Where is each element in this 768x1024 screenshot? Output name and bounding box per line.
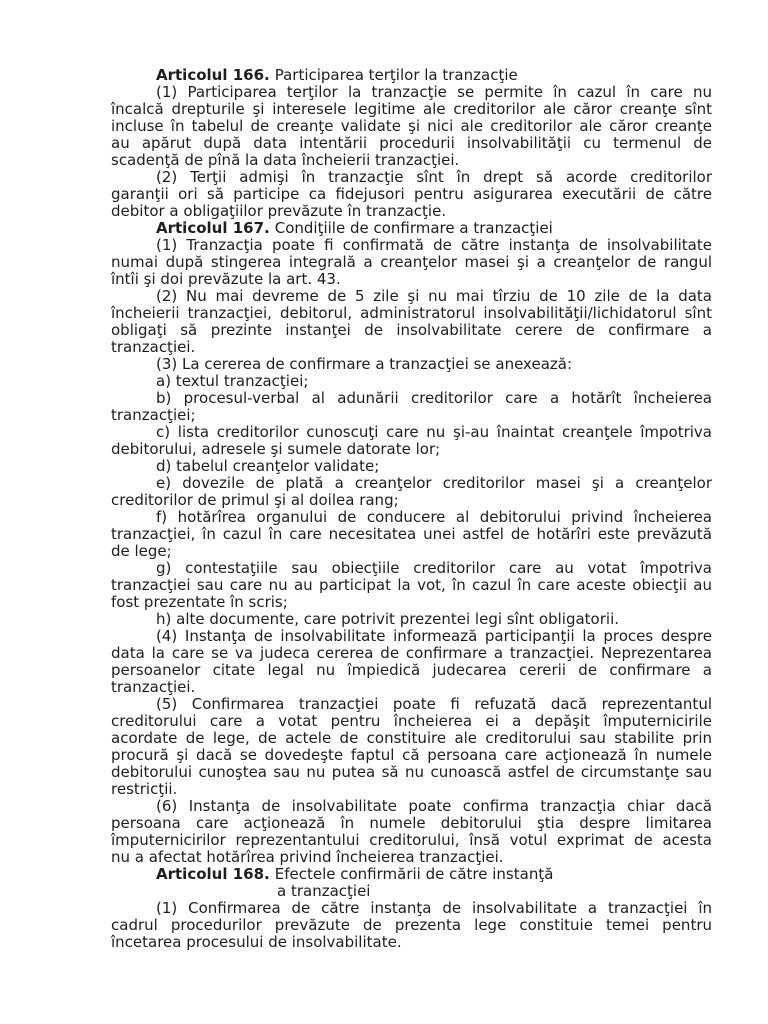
list-item [111,458,712,475]
article-title: Participarea terţilor la tranzacţie [274,67,518,84]
text-line: creditorului care a votat pentru încheierea ei a depăşit împuternicirile [111,713,712,730]
text-line: e) dovezile de plată a creanţelor creditorilor masei şi a creanţelor [156,475,712,492]
text-line: persoanelor citate legal nu împiedică judecarea cererii de confirmare a [111,662,712,679]
text-line: (3) La cererea de confirmare a tranzacţiei se anexează: [156,356,573,373]
text-line: nu a afectat hotărîrea privind încheierea tranzacţiei. [111,849,504,866]
article-heading [111,67,712,84]
article-number: Articolul 167. [156,220,270,237]
text-line: încetarea procesului de insolvabilitate. [111,934,402,951]
paragraph [111,288,712,356]
text-line: tranzacţiei; [111,407,196,424]
text-line: obligaţi să prezinte instanţei de insolvabilitate cerere de confirmare a [111,322,712,339]
text-line: procură şi dacă se dovedeşte faptul că persoana care acţionează în numele [111,747,712,764]
article-168 [111,866,712,951]
text-line: împuternicirilor reprezentantului creditorului, însă votul exprimat de acesta [111,832,712,849]
article-heading [111,866,712,883]
text-line: încheierii tranzacţiei, debitorul, administratorul insolvabilităţii/lichidatorul sînt [111,305,712,322]
text-line: (1) Confirmarea de către instanţa de insolvabilitate a tranzacţiei în [156,900,712,917]
paragraph [111,169,712,220]
text-line: c) lista creditorilor cunoscuţi care nu şi-au înaintat creanţele împotriva [156,424,712,441]
list-item [111,390,712,424]
text-line: (4) Instanţa de insolvabilitate informează participanţii la proces despre [156,628,712,645]
text-line: tranzacţiei. [111,339,196,356]
list-item [111,373,712,390]
paragraph [111,696,712,798]
text-line: creditorilor de primul şi al doilea rang; [111,492,399,509]
article-number: Articolul 166. [156,67,270,84]
text-line: au apărut după data intentării procedurii insolvabilităţii cu termenul de [111,135,712,152]
list-item [111,424,712,458]
text-line: (5) Confirmarea tranzacţiei poate fi refuzată dacă reprezentantul [156,696,712,713]
text-line: debitorului cunoştea sau nu putea să nu cunoască astfel de circumstanţe sau [111,764,712,781]
text-line: h) alte documente, care potrivit prezentei legi sînt obligatorii. [156,611,620,628]
text-line: (2) Terţii admişi în tranzacţie sînt în drept să acorde creditorilor [156,169,712,186]
list-item [111,509,712,560]
text-line: numai după stingerea integrală a creanţelor masei şi a creanţelor de rangul [111,254,712,271]
list-item [111,611,712,628]
list-item [111,560,712,611]
paragraph [111,628,712,696]
text-line: debitorului, adresele şi sumele datorate lor; [111,441,441,458]
text-line: g) contestaţiile sau obiecţiile creditorilor care au votat împotriva [156,560,712,577]
article-166 [111,67,712,220]
text-line: încalcă drepturile şi interesele legitime ale creditorilor ale căror creanţe sînt [111,101,712,118]
paragraph [111,84,712,169]
text-line: cadrul procedurilor prevăzute de prezenta lege constituie temei pentru [111,917,712,934]
text-line: garanţii ori să participe ca fidejusori pentru asigurarea executării de către [111,186,712,203]
text-line: tranzacţiei, în cazul în care necesitatea unei astfel de hotărîri este prevăzută [111,526,712,543]
text-line: (1) Participarea terţilor la tranzacţie se permite în cazul în care nu [156,84,712,101]
text-line: d) tabelul creanţelor validate; [156,458,380,475]
paragraph [111,798,712,866]
article-title: Condiţiile de confirmare a tranzacţiei [274,220,553,237]
text-line: de lege; [111,543,172,560]
text-line: debitor a obligaţiilor prevăzute în tranzacţie. [111,203,447,220]
text-line: (1) Tranzacţia poate fi confirmată de către instanţa de insolvabilitate [156,237,712,254]
article-number: Articolul 168. [156,866,270,883]
list-item [111,475,712,509]
article-167 [111,220,712,866]
paragraph [111,900,712,951]
text-line: a) textul tranzacţiei; [156,373,309,390]
text-line: scadenţă de pînă la data încheierii tranzacţiei. [111,152,460,169]
text-line: persoana care acţionează în numele debitorului ştia despre limitarea [111,815,712,832]
text-line: f) hotărîrea organului de conducere al debitorului privind încheierea [156,509,712,526]
article-title-continued: a tranzacţiei [277,883,371,900]
article-heading [111,220,712,237]
text-line: restricţii. [111,781,178,798]
paragraph [111,356,712,373]
text-line: tranzacţiei sau care nu au participat la vot, în cazul în care aceste obiecţii au [111,577,712,594]
text-line: acordate de lege, de actele de constituire ale creditorului sau stabilite prin [111,730,712,747]
document-body [111,67,712,951]
paragraph [111,237,712,288]
text-line: întîi şi doi prevăzute la art. 43. [111,271,341,288]
text-line: b) procesul-verbal al adunării creditorilor care a hotărît încheierea [156,390,712,407]
text-line: fost prezentate în scris; [111,594,288,611]
text-line: data la care se va judeca cererea de confirmare a tranzacţiei. Neprezentarea [111,645,712,662]
text-line: tranzacţiei. [111,679,196,696]
text-line: incluse în tabelul de creanţe validate şi nici ale creditorilor ale căror creanţe [111,118,712,135]
article-title: Efectele confirmării de către instanţă [274,866,554,883]
text-line: (2) Nu mai devreme de 5 zile şi nu mai tîrziu de 10 zile de la data [156,288,712,305]
text-line: (6) Instanţa de insolvabilitate poate confirma tranzacţia chiar dacă [156,798,712,815]
